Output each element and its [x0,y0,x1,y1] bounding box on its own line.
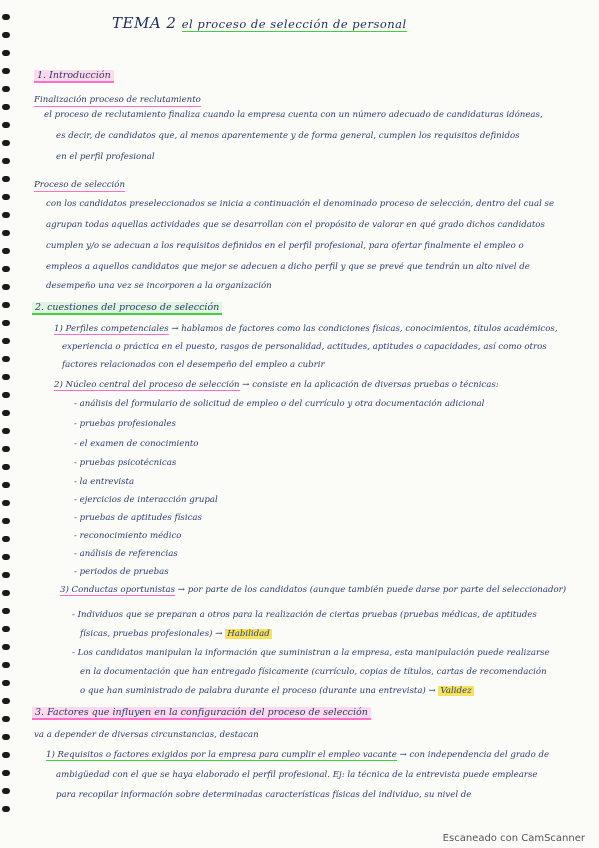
item-2-list-entry: - pruebas de aptitudes físicas [74,513,202,523]
section-3-item-1-line: ambigüedad con el que se haya elaborado el perfil profesional. Ej: la técnica de la entrevista puede emplearse [56,770,538,780]
proceso-line: cumplen y/o se adecuan a los requisitos definidos en el perfil profesional, para ofertar finalmente el empleo o [46,241,524,251]
section-3-intro: va a depender de diversas circunstancias, destacan [34,730,259,740]
proceso-line: con los candidatos preseleccionados se inicia a continuación el denominado proceso de selección, dentro del cual se [46,199,555,209]
item-2-list-entry: - análisis de referencias [74,549,178,559]
item-2-list-entry: - reconocimiento médico [74,531,182,541]
item-3-b-line: en la documentación que han entregado físicamente (currículo, copias de títulos, cartas de recomendación [80,667,547,677]
item-1-line: experiencia o práctica en el puesto, rasgos de personalidad, actitudes, aptitudes o capacidades, así como otros [62,342,547,352]
item-2: 2) Núcleo central del proceso de selección → consiste en la aplicación de diversas pruebas o técnicas: [54,380,499,390]
item-1: 1) Perfiles competenciales → hablamos de factores como las condiciones físicas, conocimientos, títulos académicos, [54,324,558,334]
item-2-list-entry: - la entrevista [74,477,135,487]
item-2-list-entry: - pruebas psicotécnicas [74,458,177,468]
proceso-label: Proceso de selección [34,180,126,190]
proceso-line: desempeño una vez se incorporen a la organización [46,281,272,291]
section-1-heading: 1. Introducción [34,70,114,81]
habilidad-tag: Habilidad [227,629,270,639]
section-2-heading: 2. cuestiones del proceso de selección [32,302,222,313]
page-title [112,14,407,32]
item-1-line: factores relacionados con el desempeño del empleo a cubrir [62,360,325,370]
item-3-a-line: físicas, pruebas profesionales) → Habilidad [80,629,270,639]
title-main: TEMA 2 [112,14,177,32]
item-2-list-entry: - análisis del formulario de solicitud de empleo o del currículo y otra documentación adicional [74,399,485,409]
section-3-item-1-line: para recopilar información sobre determinadas características físicas del individuo, su nivel de [56,790,472,800]
item-2-list-entry: - el examen de conocimiento [74,439,199,449]
proceso-line: empleos a aquellos candidatos que mejor se adecuen a dicho perfil y que se prevé que tendrán un alto nivel de [46,262,530,272]
notebook-binding-holes [0,0,14,848]
finalizacion-label: Finalización proceso de reclutamiento [34,95,201,105]
section-3-heading: 3. Factores que influyen en la configuración del proceso de selección [32,707,371,718]
proceso-line: agrupan todas aquellas actividades que se desarrollan con el propósito de valorar en qué grado dichos candidatos [46,220,545,230]
item-2-list-entry: - ejercicios de interacción grupal [74,495,218,505]
item-3-b-line: - Los candidatos manipulan la información que suministran a la empresa, esta manipulación puede realizarse [72,648,550,658]
finalizacion-line: el proceso de reclutamiento finaliza cuando la empresa cuenta con un número adecuado de candidaturas idóneas, [44,110,543,120]
item-3-b-line: o que han suministrado de palabra durante el proceso (durante una entrevista) → Validez [80,686,472,696]
item-2-list-entry: - pruebas profesionales [74,419,176,429]
camscanner-watermark: Escaneado con CamScanner [442,833,585,844]
finalizacion-line: es decir, de candidatos que, al menos aparentemente y de forma general, cumplen los requisitos definidos [56,131,520,141]
section-3-item-1: 1) Requisitos o factores exigidos por la empresa para cumplir el empleo vacante → con independencia del grado de [46,750,550,760]
item-3-a-line: - Individuos que se preparan a otros para la realización de ciertas pruebas (pruebas médicas, de aptitudes [72,610,537,620]
validez-tag: Validez [440,686,472,696]
item-2-list-entry: - periodos de pruebas [74,567,169,577]
finalizacion-line: en el perfil profesional [56,152,155,162]
title-subtitle: el proceso de selección de personal [181,17,407,31]
item-3: 3) Conductas oportunistas → por parte de los candidatos (aunque también puede darse por parte del seleccionador) [60,585,567,595]
